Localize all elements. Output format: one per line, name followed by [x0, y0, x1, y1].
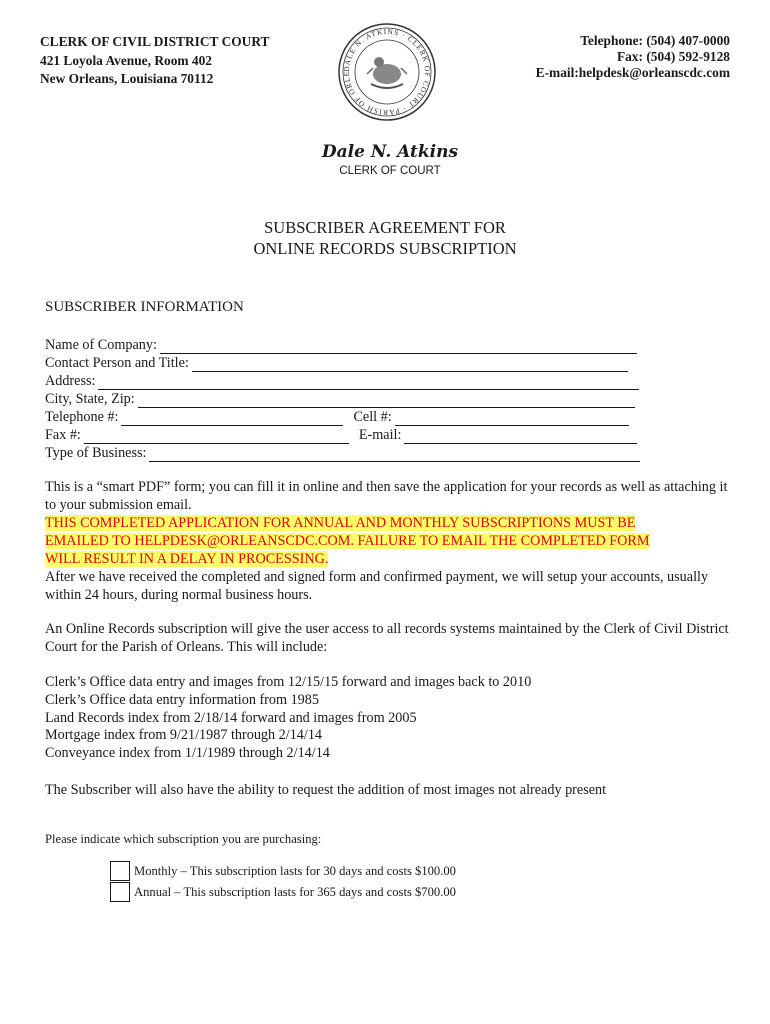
clerk-signature: Dale N. Atkins	[321, 142, 459, 162]
list-item: Clerk’s Office data entry information from 1985	[45, 691, 319, 708]
city-field[interactable]	[138, 394, 635, 408]
image-request-note: The Subscriber will also have the ability to request the addition of most images not already present	[45, 782, 607, 798]
svg-text:DALE N. ATKINS · CLERK OF COUR: DALE N. ATKINS · CLERK OF COURT · PARISH OF ORLE	[341, 26, 433, 118]
annual-label: Annual – This subscription lasts for 365 days and costs $700.00	[134, 884, 456, 899]
court-city: New Orleans, Louisiana 70112	[40, 71, 214, 86]
court-name: CLERK OF CIVIL DISTRICT COURT	[40, 34, 270, 49]
list-item: Land Records index from 2/18/14 forward and images from 2005	[45, 709, 417, 726]
city-row	[45, 390, 640, 408]
court-fax: Fax: (504) 592-9128	[616, 49, 730, 64]
business-row	[45, 444, 640, 462]
processing-note: After we have received the completed and signed form and confirmed payment, we will setup your accounts, usually within 24 hours, during normal business hours.	[45, 569, 709, 603]
warning-line-1: THIS COMPLETED APPLICATION FOR ANNUAL AND MONTHLY SUBSCRIPTIONS MUST BE	[45, 515, 636, 531]
address-label: Address:	[45, 373, 96, 389]
court-address	[40, 33, 269, 89]
court-telephone: Telephone: (504) 407-0000	[580, 33, 730, 48]
business-field[interactable]	[149, 448, 640, 462]
fax-field[interactable]	[84, 430, 349, 444]
document-title	[0, 217, 770, 259]
fax-label: Fax #:	[45, 427, 81, 443]
court-email: E-mail:helpdesk@orleanscdc.com	[535, 65, 730, 80]
list-item: Clerk’s Office data entry and images from 12/15/15 forward and images back to 2010	[45, 674, 532, 690]
email-label: E-mail:	[358, 427, 402, 443]
address-row	[45, 372, 640, 390]
address-field[interactable]	[98, 376, 639, 390]
monthly-label: Monthly – This subscription lasts for 30 days and costs $100.00	[134, 863, 456, 878]
list-item: Conveyance index from 1/1/1989 through 2/14/14	[45, 745, 330, 762]
annual-checkbox[interactable]	[110, 882, 130, 902]
court-street: 421 Loyola Avenue, Room 402	[40, 52, 212, 68]
section-heading: SUBSCRIBER INFORMATION	[45, 299, 244, 315]
telephone-label: Telephone #:	[45, 409, 119, 425]
contact-field[interactable]	[192, 358, 628, 372]
company-field[interactable]	[160, 340, 637, 354]
fax-row	[45, 426, 640, 444]
access-note: An Online Records subscription will give the user access to all records systems maintained by the Clerk of Civil District Court for the Parish of Orleans. This will include:	[45, 621, 729, 655]
records-list	[45, 674, 531, 763]
company-label: Name of Company:	[45, 337, 157, 353]
warning-line-2: EMAILED TO HELPDESK@ORLEANSCDC.COM. FAILURE TO EMAIL THE COMPLETED FORM	[45, 533, 650, 549]
annual-option	[110, 882, 456, 902]
telephone-field[interactable]	[121, 412, 343, 426]
contact-label: Contact Person and Title:	[45, 355, 189, 371]
monthly-option	[110, 861, 456, 881]
cell-field[interactable]	[395, 412, 629, 426]
court-contact	[536, 33, 730, 81]
cell-label: Cell #:	[353, 409, 392, 425]
court-seal	[337, 22, 437, 122]
subscriber-form	[45, 336, 640, 462]
business-label: Type of Business:	[45, 445, 147, 461]
title-line-2: ONLINE RECORDS SUBSCRIPTION	[253, 239, 517, 258]
monthly-checkbox[interactable]	[110, 861, 130, 881]
clerk-title: CLERK OF COURT	[339, 165, 441, 177]
company-row	[45, 336, 640, 354]
warning-line-3: WILL RESULT IN A DELAY IN PROCESSING.	[45, 551, 329, 567]
city-label: City, State, Zip:	[45, 391, 135, 407]
email-warning	[45, 514, 735, 568]
contact-row	[45, 354, 640, 372]
email-field[interactable]	[404, 430, 637, 444]
subscription-prompt: Please indicate which subscription you are purchasing:	[45, 832, 322, 846]
phone-row	[45, 408, 640, 426]
smart-pdf-note: This is a “smart PDF” form; you can fill it in online and then save the application for your records as well as attaching it to your submission email.	[45, 479, 728, 513]
title-line-1: SUBSCRIBER AGREEMENT FOR	[264, 218, 506, 237]
list-item: Mortgage index from 9/21/1987 through 2/14/14	[45, 727, 323, 744]
